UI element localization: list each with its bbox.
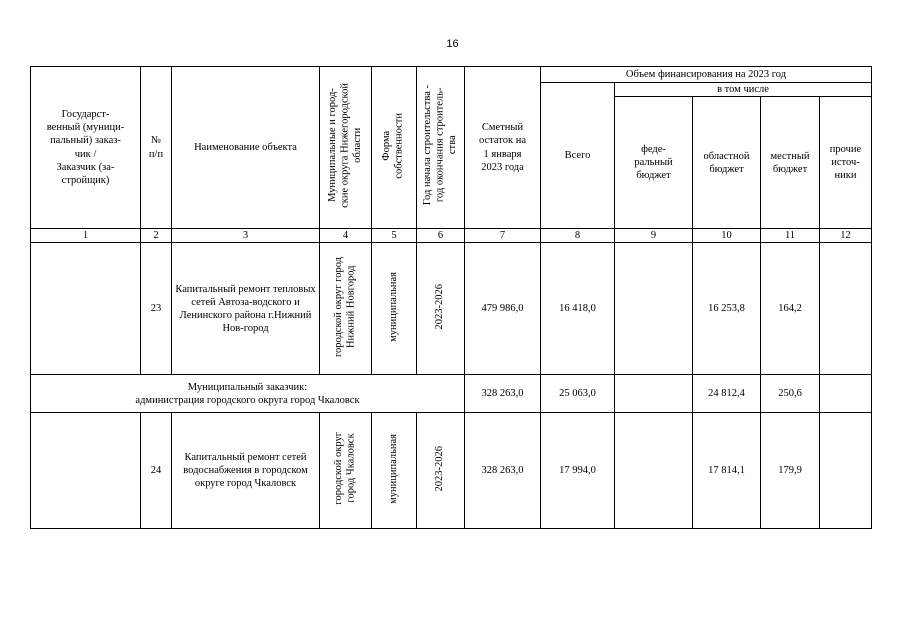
row-total: 17 994,0 bbox=[541, 413, 615, 529]
header-object-name: Наименование объекта bbox=[172, 67, 320, 229]
header-municipality: Муниципальные и город- ские округа Нижегородской области bbox=[320, 67, 372, 229]
subheader-other bbox=[820, 375, 872, 413]
col-number: 8 bbox=[541, 229, 615, 243]
row-other bbox=[820, 413, 872, 529]
col-number: 4 bbox=[320, 229, 372, 243]
row-total: 16 418,0 bbox=[541, 243, 615, 375]
row-ownership: муниципальная bbox=[372, 413, 417, 529]
row-object-name: Капитальный ремонт сетей водоснабжения в городском округе город Чкаловск bbox=[172, 413, 320, 529]
col-number: 11 bbox=[761, 229, 820, 243]
row-number: 24 bbox=[141, 413, 172, 529]
row-federal bbox=[615, 243, 693, 375]
col-number: 3 bbox=[172, 229, 320, 243]
subheader-total: 25 063,0 bbox=[541, 375, 615, 413]
row-years: 2023-2026 bbox=[417, 243, 465, 375]
col-number: 2 bbox=[141, 229, 172, 243]
header-years: Год начала строительства - год окончания строитель- ства bbox=[417, 67, 465, 229]
page-number: 16 bbox=[446, 38, 459, 50]
col-number: 12 bbox=[820, 229, 872, 243]
row-estimate: 328 263,0 bbox=[465, 413, 541, 529]
header-ownership: Форма собственности bbox=[372, 67, 417, 229]
row-local: 164,2 bbox=[761, 243, 820, 375]
row-municipality: городской округ город Чкаловск bbox=[320, 413, 372, 529]
row-ownership: муниципальная bbox=[372, 243, 417, 375]
col-number: 6 bbox=[417, 229, 465, 243]
table-row bbox=[31, 243, 872, 375]
row-regional: 17 814,1 bbox=[693, 413, 761, 529]
col-number: 1 bbox=[31, 229, 141, 243]
customer-subheader-label: Муниципальный заказчик: администрация городского округа город Чкаловск bbox=[31, 375, 465, 413]
col-number: 10 bbox=[693, 229, 761, 243]
row-object-name: Капитальный ремонт тепловых сетей Автоза-водского и Ленинского района г.Нижний Нов-город bbox=[172, 243, 320, 375]
row-years: 2023-2026 bbox=[417, 413, 465, 529]
header-regional: областной бюджет bbox=[693, 97, 761, 229]
row-municipality: городской округ город Нижний Новгород bbox=[320, 243, 372, 375]
row-local: 179,9 bbox=[761, 413, 820, 529]
subheader-regional: 24 812,4 bbox=[693, 375, 761, 413]
col-number: 7 bbox=[465, 229, 541, 243]
header-estimate: Сметный остаток на 1 января 2023 года bbox=[465, 67, 541, 229]
row-estimate: 479 986,0 bbox=[465, 243, 541, 375]
header-customer: Государст- венный (муници- пальный) заказ- чик / Заказчик (за- стройщик) bbox=[31, 67, 141, 229]
col-number: 5 bbox=[372, 229, 417, 243]
subheader-federal bbox=[615, 375, 693, 413]
row-other bbox=[820, 243, 872, 375]
header-including: в том числе bbox=[615, 83, 872, 97]
row-customer bbox=[31, 243, 141, 375]
header-local: местный бюджет bbox=[761, 97, 820, 229]
table-row bbox=[31, 413, 872, 529]
financing-table bbox=[30, 66, 872, 529]
subheader-estimate: 328 263,0 bbox=[465, 375, 541, 413]
row-customer bbox=[31, 413, 141, 529]
subheader-local: 250,6 bbox=[761, 375, 820, 413]
header-other: прочие источ- ники bbox=[820, 97, 872, 229]
row-number: 23 bbox=[141, 243, 172, 375]
row-regional: 16 253,8 bbox=[693, 243, 761, 375]
header-federal: феде- ральный бюджет bbox=[615, 97, 693, 229]
col-number: 9 bbox=[615, 229, 693, 243]
header-total: Всего bbox=[541, 83, 615, 229]
header-number: № п/п bbox=[141, 67, 172, 229]
row-federal bbox=[615, 413, 693, 529]
customer-subheader-row bbox=[31, 375, 872, 413]
column-numbers-row bbox=[31, 229, 872, 243]
header-financing-group: Объем финансирования на 2023 год bbox=[541, 67, 872, 83]
